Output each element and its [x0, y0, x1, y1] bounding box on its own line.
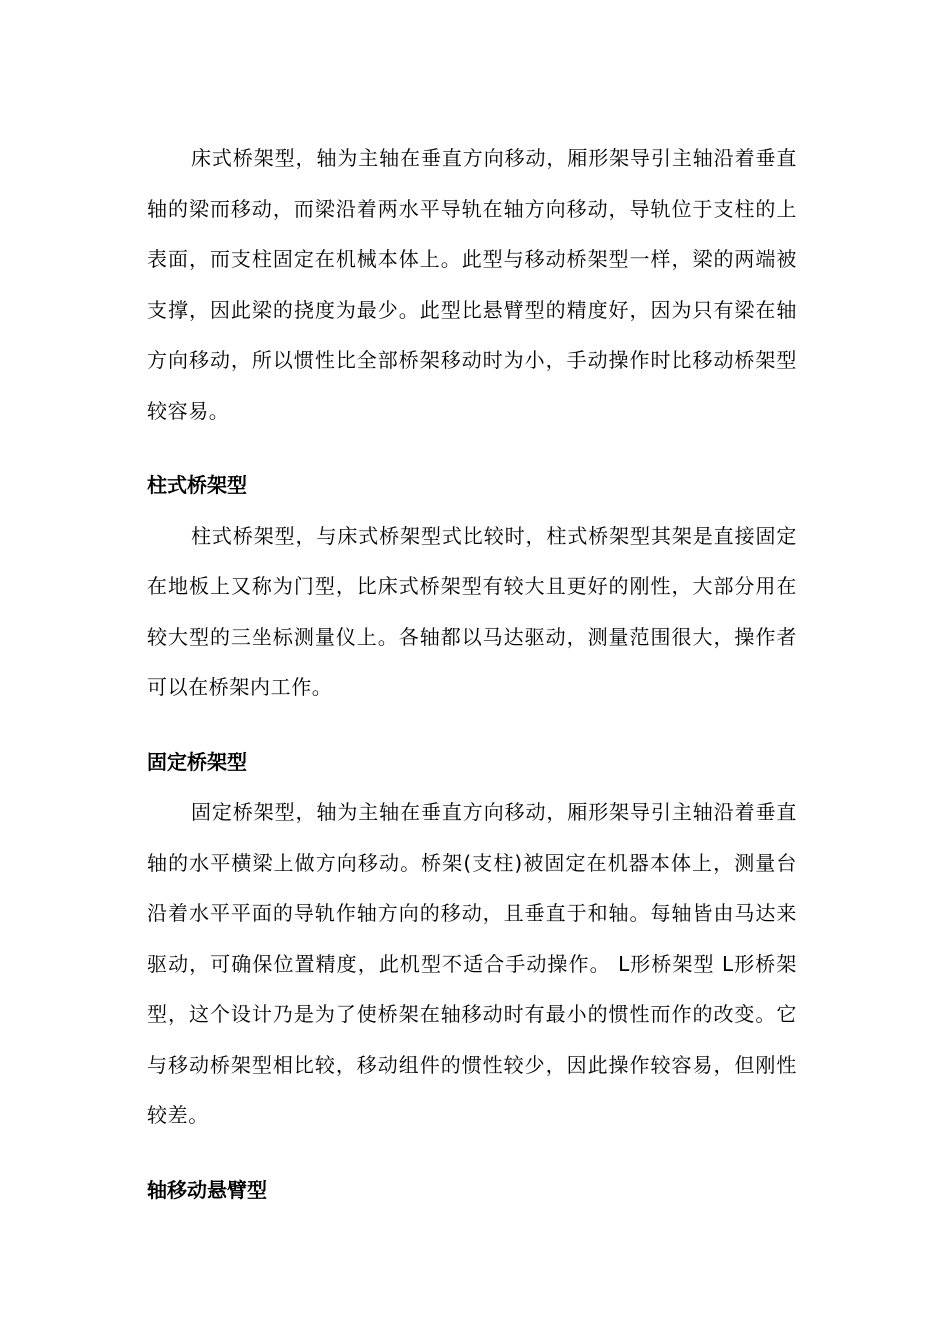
heading-column-bridge: 柱式桥架型	[147, 473, 247, 497]
heading-axis-cantilever: 轴移动悬臂型	[147, 1177, 267, 1202]
paragraph-fixed-bridge: 固定桥架型，轴为主轴在垂直方向移动，厢形架导引主轴沿着垂直轴的水平横梁上做方向移动。桥架(支柱)被固定在机器本体上，测量台沿着水平平面的导轨作轴方向的移动，且垂直于和轴。每轴皆由马达来驱动，可确保位置精度，此机型不适合手动操作。 L形桥架型 L形桥架型，这个设计乃是为了使桥架在轴移动时有最小的惯性而作的改变。它与移动桥架型相比较，移动组件的惯性较少，因此操作较容易，但刚性较差。	[147, 800, 797, 1127]
section-gap	[147, 436, 797, 460]
document-body	[147, 133, 797, 1215]
paragraph-column-bridge: 柱式桥架型，与床式桥架型式比较时，柱式桥架型其架是直接固定在地板上又称为门型，比床式桥架型有较大且更好的刚性，大部分用在较大型的三坐标测量仪上。各轴都以马达驱动，测量范围很大，操作者可以在桥架内工作。	[147, 523, 797, 699]
heading-fixed-bridge: 固定桥架型	[147, 749, 247, 774]
section-gap	[147, 1141, 797, 1165]
section-gap	[147, 713, 797, 737]
paragraph-bed-bridge: 床式桥架型，轴为主轴在垂直方向移动，厢形架导引主轴沿着垂直轴的梁而移动，而梁沿着两水平导轨在轴方向移动，导轨位于支柱的上表面，而支柱固定在机械本体上。此型与移动桥架型一样，梁的两端被支撑，因此梁的挠度为最少。此型比悬臂型的精度好，因为只有梁在轴方向移动，所以惯性比全部桥架移动时为小，手动操作时比移动桥架型较容易。	[147, 146, 797, 423]
